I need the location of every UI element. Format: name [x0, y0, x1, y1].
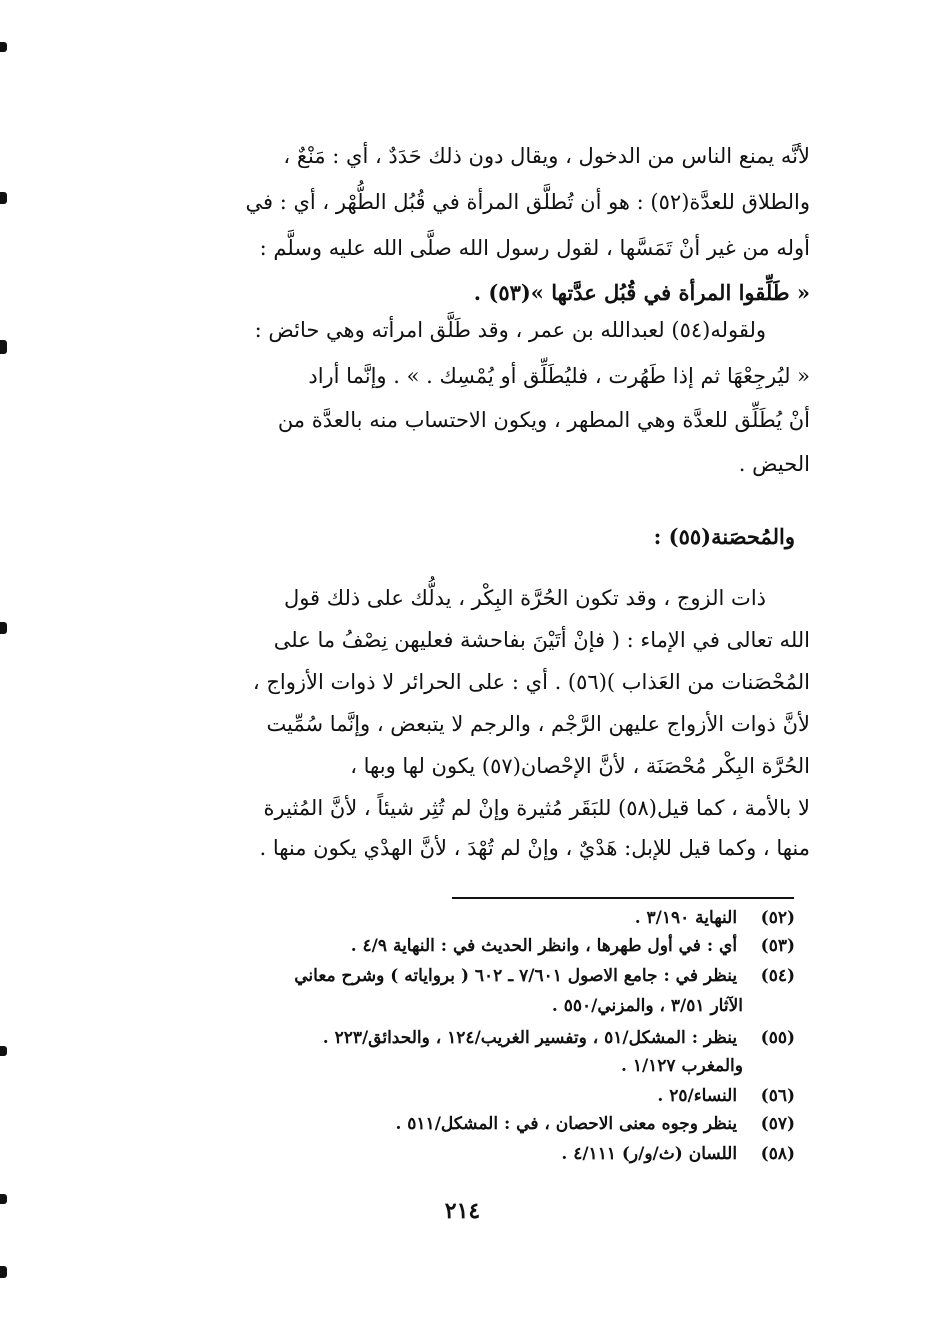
footnote-54-continuation [63, 996, 743, 1016]
text-line: أنْ يُطَلِّق للعدَّة وهي المطهر ، ويكون الاحتساب منه بالعدَّة من [277, 408, 810, 432]
text-line: ذات الزوج ، وقد تكون الحُرَّة البِكْر ، يدلُّك على ذلك قول [283, 586, 766, 610]
footnote-number: (٥٧) [760, 1114, 795, 1134]
footnote-number: (٥٢) [760, 908, 795, 928]
footnote-text: النساء/٢٥ . [657, 1086, 738, 1106]
footnote-58 [115, 1144, 795, 1164]
text-line: لأنَّه يمنع الناس من الدخول ، ويقال دون ذلك حَدَدٌ ، أي : مَنْعٌ ، [283, 144, 810, 168]
text-line: « ليُرجِعْهَا ثم إذا طَهُرت ، فليُطَلِّق أو يُمْسِك . » . وإنَّما أراد [308, 364, 810, 388]
text-line: الحُرَّة البِكْر مُحْصَنَة ، لأنَّ الإحْصان(٥٧) يكون لها وبها ، [350, 754, 810, 778]
footnote-text: والمغرب ١/١٢٧ . [620, 1056, 743, 1076]
scan-edge-mark [0, 1046, 7, 1056]
footnote-separator [452, 897, 794, 899]
paragraph-1 [130, 140, 810, 320]
text-line: لا بالأمة ، كما قيل(٥٨) للبَقَر مُثيرة وإنْ لم تُثِر شيئاً ، لأنَّ المُثيرة [263, 796, 810, 820]
footnote-text: الآثار ٣/٥١ ، والمزني/٥٥٠ . [551, 996, 743, 1016]
paragraph-2 [130, 316, 810, 486]
footnote-56 [115, 1086, 795, 1106]
footnote-number: (٥٨) [760, 1144, 795, 1164]
footnote-53 [115, 936, 795, 956]
footnote-55 [115, 1028, 795, 1048]
scan-edge-mark [0, 42, 7, 52]
footnote-text: النهاية ٣/١٩٠ . [634, 908, 738, 928]
footnote-text: ينظر وجوه معنى الاحصان ، في : المشكل/٥١١ . [395, 1114, 738, 1134]
footnote-text: أي : في أول طهرها ، وانظر الحديث في : النهاية ٤/٩ . [350, 936, 738, 956]
text-line: أوله من غير أنْ تَمَسَّها ، لقول رسول الله صلَّى الله عليه وسلَّم : [259, 236, 810, 260]
text-line: منها ، وكما قيل للإبل: هَدْيٌ ، وإنْ لم تُهْدَ ، لأنَّ الهدْي يكون منها . [259, 836, 810, 860]
footnote-55-continuation [63, 1056, 743, 1076]
text-line: الحيض . [738, 452, 810, 476]
footnote-text: اللسان (ث/و/ر) ٤/١١١ . [561, 1144, 738, 1164]
page-number: ٢١٤ [444, 1198, 481, 1224]
text-line: والطلاق للعدَّة(٥٢) : هو أن تُطلَّق المرأة في قُبُل الطُّهْر ، أي : في [245, 190, 810, 214]
scan-edge-mark [0, 1266, 7, 1278]
text-line: ولقوله(٥٤) لعبدالله بن عمر ، وقد طَلَّق امرأته وهي حائض : [254, 318, 766, 342]
footnote-number: (٥٦) [760, 1086, 795, 1106]
footnote-52 [115, 908, 795, 928]
footnote-text: ينظر : المشكل/٥١ ، وتفسير الغريب/١٢٤ ، والحدائق/٢٢٣ . [322, 1028, 738, 1048]
text-line: الله تعالى في الإماء : ( فإنْ أتَيْنَ بفاحشة فعليهن نِصْفُ ما على [273, 628, 810, 652]
footnote-number: (٥٥) [760, 1028, 795, 1048]
text-line: المُحْصَنات من العَذاب )(٥٦) . أي : على الحرائر لا ذوات الأزواج ، [252, 670, 810, 694]
scan-edge-mark [0, 622, 7, 634]
hadith-quote-line: « طَلِّقوا المرأة في قُبُل عدَّتها »(٥٣) . [473, 280, 810, 305]
footnote-number: (٥٤) [760, 966, 795, 986]
scan-edge-mark [0, 340, 7, 354]
scan-edge-mark [0, 192, 7, 204]
footnote-number: (٥٣) [760, 936, 795, 956]
text-line: لأنَّ ذوات الأزواج عليهن الرَّجْم ، والرجم لا يتبعض ، وإنَّما سُمِّيت [266, 712, 810, 736]
paragraph-3 [130, 582, 810, 872]
section-heading: والمُحصَنة(٥٥) : [653, 524, 795, 549]
footnote-text: ينظر في : جامع الاصول ٧/٦٠١ ـ ٦٠٢ ( برواياته ) وشرح معاني [294, 966, 738, 986]
footnote-57 [115, 1114, 795, 1134]
footnote-54 [115, 966, 795, 986]
